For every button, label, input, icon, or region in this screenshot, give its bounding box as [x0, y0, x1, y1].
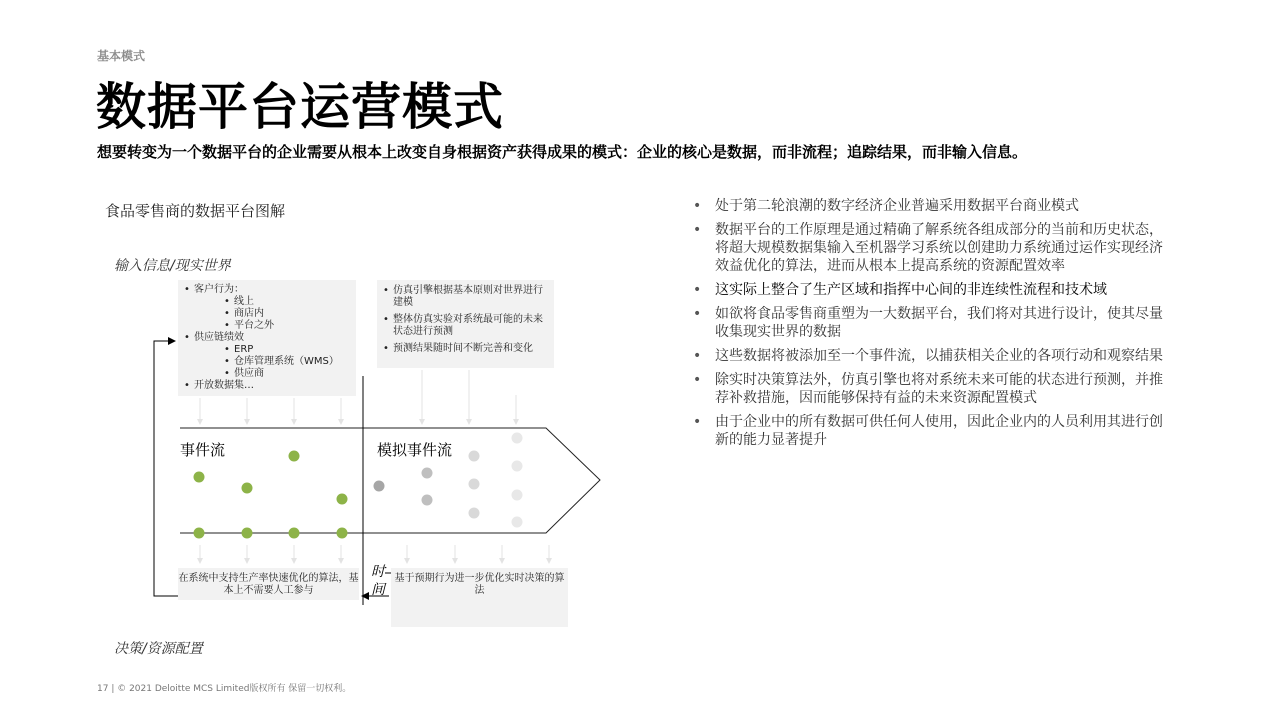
sim-dot	[469, 451, 480, 462]
simulation-engine-box	[377, 280, 554, 368]
list-item: • ERP	[184, 344, 356, 356]
sim-dot	[422, 468, 433, 479]
list-item: • 整体仿真实验对系统最可能的未来状态进行预测	[383, 314, 548, 338]
realtime-algorithm-box: 在系统中支持生产率快速优化的算法，基本上不需要人工参与	[178, 568, 359, 600]
input-label: 输入信息/现实世界	[114, 258, 231, 274]
event-dot	[289, 528, 300, 539]
list-item: • 商店内	[184, 308, 356, 320]
diagram-title: 食品零售商的数据平台图解	[105, 202, 286, 220]
event-dot	[242, 528, 253, 539]
page-subtitle: 想要转变为一个数据平台的企业需要从根本上改变自身根据资产获得成果的模式：企业的核心是数据，而非流程；追踪结果，而非输入信息。	[97, 143, 1028, 161]
list-item: • 这实际上整合了生产区域和指挥中心间的非连续性流程和技术域	[693, 281, 1171, 299]
predictive-algorithm-box: 基于预期行为进一步优化实时决策的算法	[391, 568, 568, 627]
sim-dot	[512, 433, 523, 444]
footer-copyright: 17 | © 2021 Deloitte MCS Limited版权所有 保留一切权利。	[97, 684, 352, 694]
list-item: • 由于企业中的所有数据可供任何人使用，因此企业内的人员利用其进行创新的能力显著提升	[693, 413, 1171, 449]
list-item: • 仓库管理系统（WMS）	[184, 356, 356, 368]
list-item: • 这些数据将被添加至一个事件流，以捕获相关企业的各项行动和观察结果	[693, 347, 1171, 365]
page-title: 数据平台运营模式	[96, 78, 504, 136]
list-item: • 平台之外	[184, 320, 356, 332]
list-item: • 仿真引擎根据基本原则对世界进行建模	[383, 285, 548, 309]
event-dot	[194, 528, 205, 539]
sim-dot	[422, 495, 433, 506]
event-dot	[194, 472, 205, 483]
input-sources-box	[178, 280, 356, 396]
sim-dot	[512, 490, 523, 501]
sim-dot	[512, 517, 523, 528]
sim-dot	[469, 479, 480, 490]
list-item: • 预测结果随时间不断完善和变化	[383, 343, 548, 355]
list-item: • 处于第二轮浪潮的数字经济企业普遍采用数据平台商业模式	[693, 197, 1171, 215]
list-item: • 除实时决策算法外，仿真引擎也将对系统未来可能的状态进行预测，并推荐补救措施，因而能够保持有益的未来资源配置模式	[693, 371, 1171, 407]
key-points-list	[693, 197, 1171, 455]
event-dot	[242, 483, 253, 494]
event-dot	[337, 494, 348, 505]
sim-dot	[512, 461, 523, 472]
sim-dot	[374, 481, 385, 492]
event-dot	[289, 451, 300, 462]
event-stream-label: 事件流	[180, 441, 226, 459]
list-item: • 如欲将食品零售商重塑为一大数据平台，我们将对其进行设计，使其尽量收集现实世界的数据	[693, 305, 1171, 341]
output-label: 决策/资源配置	[114, 641, 203, 657]
list-item: • 数据平台的工作原理是通过精确了解系统各组成部分的当前和历史状态，将超大规模数据集输入至机器学习系统以创建助力系统通过运作实现经济效益优化的算法，进而从根本上提高系统的资源配置效率	[693, 221, 1171, 275]
list-item: • 客户行为：	[184, 284, 356, 296]
feedback-loop-line	[154, 341, 178, 596]
sim-stream-label: 模拟事件流	[377, 441, 453, 459]
list-item: • 线上	[184, 296, 356, 308]
list-item: • 供应链绩效	[184, 332, 356, 344]
time-label: 时间	[371, 564, 385, 598]
list-item: • 开放数据集…	[184, 380, 356, 392]
sim-dot	[469, 508, 480, 519]
event-dot	[337, 528, 348, 539]
list-item: • 供应商	[184, 368, 356, 380]
event-dots	[194, 451, 348, 539]
output-arrows	[200, 545, 549, 563]
section-label: 基本模式	[97, 49, 146, 63]
